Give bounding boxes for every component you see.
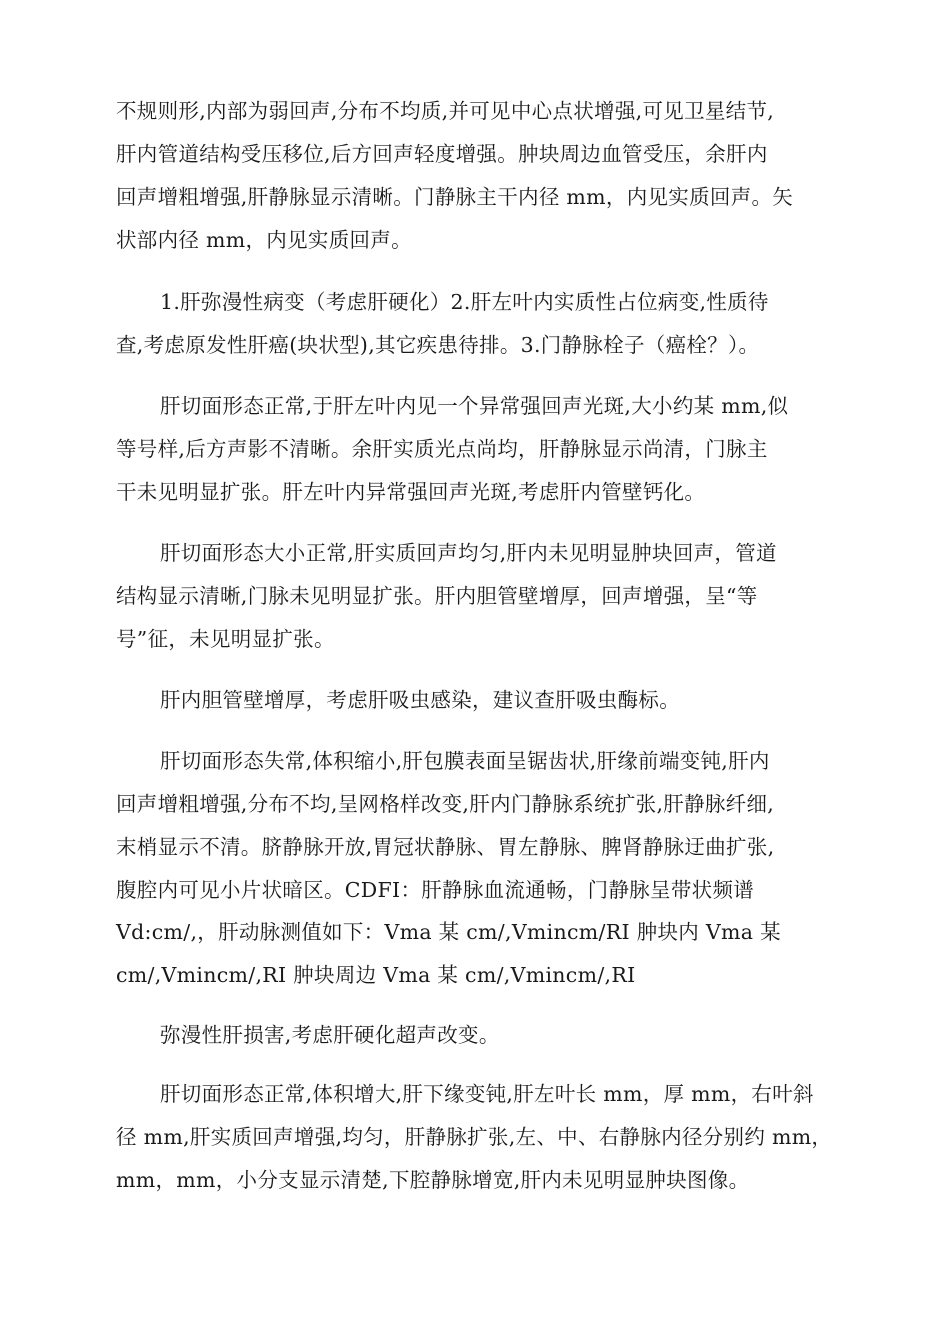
- paragraph-line: 弥漫性肝损害,考虑肝硬化超声改变。: [160, 1023, 500, 1047]
- paragraph-line: 末梢显示不清。脐静脉开放,胃冠状静脉、胃左静脉、脾肾静脉迂曲扩张,: [116, 835, 775, 859]
- paragraph-line: 肝切面形态正常,于肝左叶内见一个异常强回声光斑,大小约某 mm,似: [160, 394, 789, 418]
- paragraph-line: 查,考虑原发性肝癌(块状型),其它疾患待排。3.门静脉栓子（癌栓？）。: [116, 333, 760, 357]
- paragraph-line: 肝切面形态正常,体积增大,肝下缘变钝,肝左叶长 mm，厚 mm，右叶斜: [160, 1082, 814, 1106]
- paragraph-line: 不规则形,内部为弱回声,分布不均质,并可见中心点状增强,可见卫星结节,: [116, 99, 775, 123]
- paragraph-line: 回声增粗增强,肝静脉显示清晰。门静脉主干内径 mm，内见实质回声。矢: [116, 185, 794, 209]
- paragraph-line: 等号样,后方声影不清晰。余肝实质光点尚均，肝静脉显示尚清，门脉主: [116, 437, 768, 461]
- paragraph-line: 径 mm,肝实质回声增强,均匀，肝静脉扩张,左、中、右静脉内径分别约 mm，: [116, 1125, 833, 1149]
- paragraph-line: 肝切面形态大小正常,肝实质回声均匀,肝内未见明显肿块回声，管道: [160, 541, 777, 565]
- paragraph-line: 状部内径 mm，内见实质回声。: [116, 228, 412, 252]
- paragraph-line: 回声增粗增强,分布不均,呈网格样改变,肝内门静脉系统扩张,肝静脉纤细,: [116, 792, 775, 816]
- paragraph-line: 结构显示清晰,门脉未见明显扩张。肝内胆管壁增厚，回声增强，呈“等: [116, 584, 758, 608]
- paragraph-line: 1.肝弥漫性病变（考虑肝硬化）2.肝左叶内实质性占位病变,性质待: [160, 290, 769, 314]
- paragraph-line: 肝内管道结构受压移位,后方回声轻度增强。肿块周边血管受压，余肝内: [116, 142, 768, 166]
- paragraph-line: Vd:cm/,，肝动脉测值如下：Vma 某 cm/,Vmincm/RI 肿块内 Vma 某: [116, 920, 781, 944]
- paragraph-line: 肝内胆管壁增厚，考虑肝吸虫感染，建议查肝吸虫酶标。: [160, 688, 680, 712]
- paragraph-line: mm，mm，小分支显示清楚,下腔静脉增宽,肝内未见明显肿块图像。: [116, 1168, 750, 1192]
- paragraph-line: 号”征，未见明显扩张。: [116, 627, 335, 651]
- paragraph-line: 腹腔内可见小片状暗区。CDFI：肝静脉血流通畅，门静脉呈带状频谱: [116, 878, 755, 902]
- paragraph-line: 干未见明显扩张。肝左叶内异常强回声光斑,考虑肝内管壁钙化。: [116, 480, 706, 504]
- paragraph-line: cm/,Vmincm/,RI 肿块周边 Vma 某 cm/,Vmincm/,RI: [116, 963, 636, 987]
- paragraph-line: 肝切面形态失常,体积缩小,肝包膜表面呈锯齿状,肝缘前端变钝,肝内: [160, 749, 770, 773]
